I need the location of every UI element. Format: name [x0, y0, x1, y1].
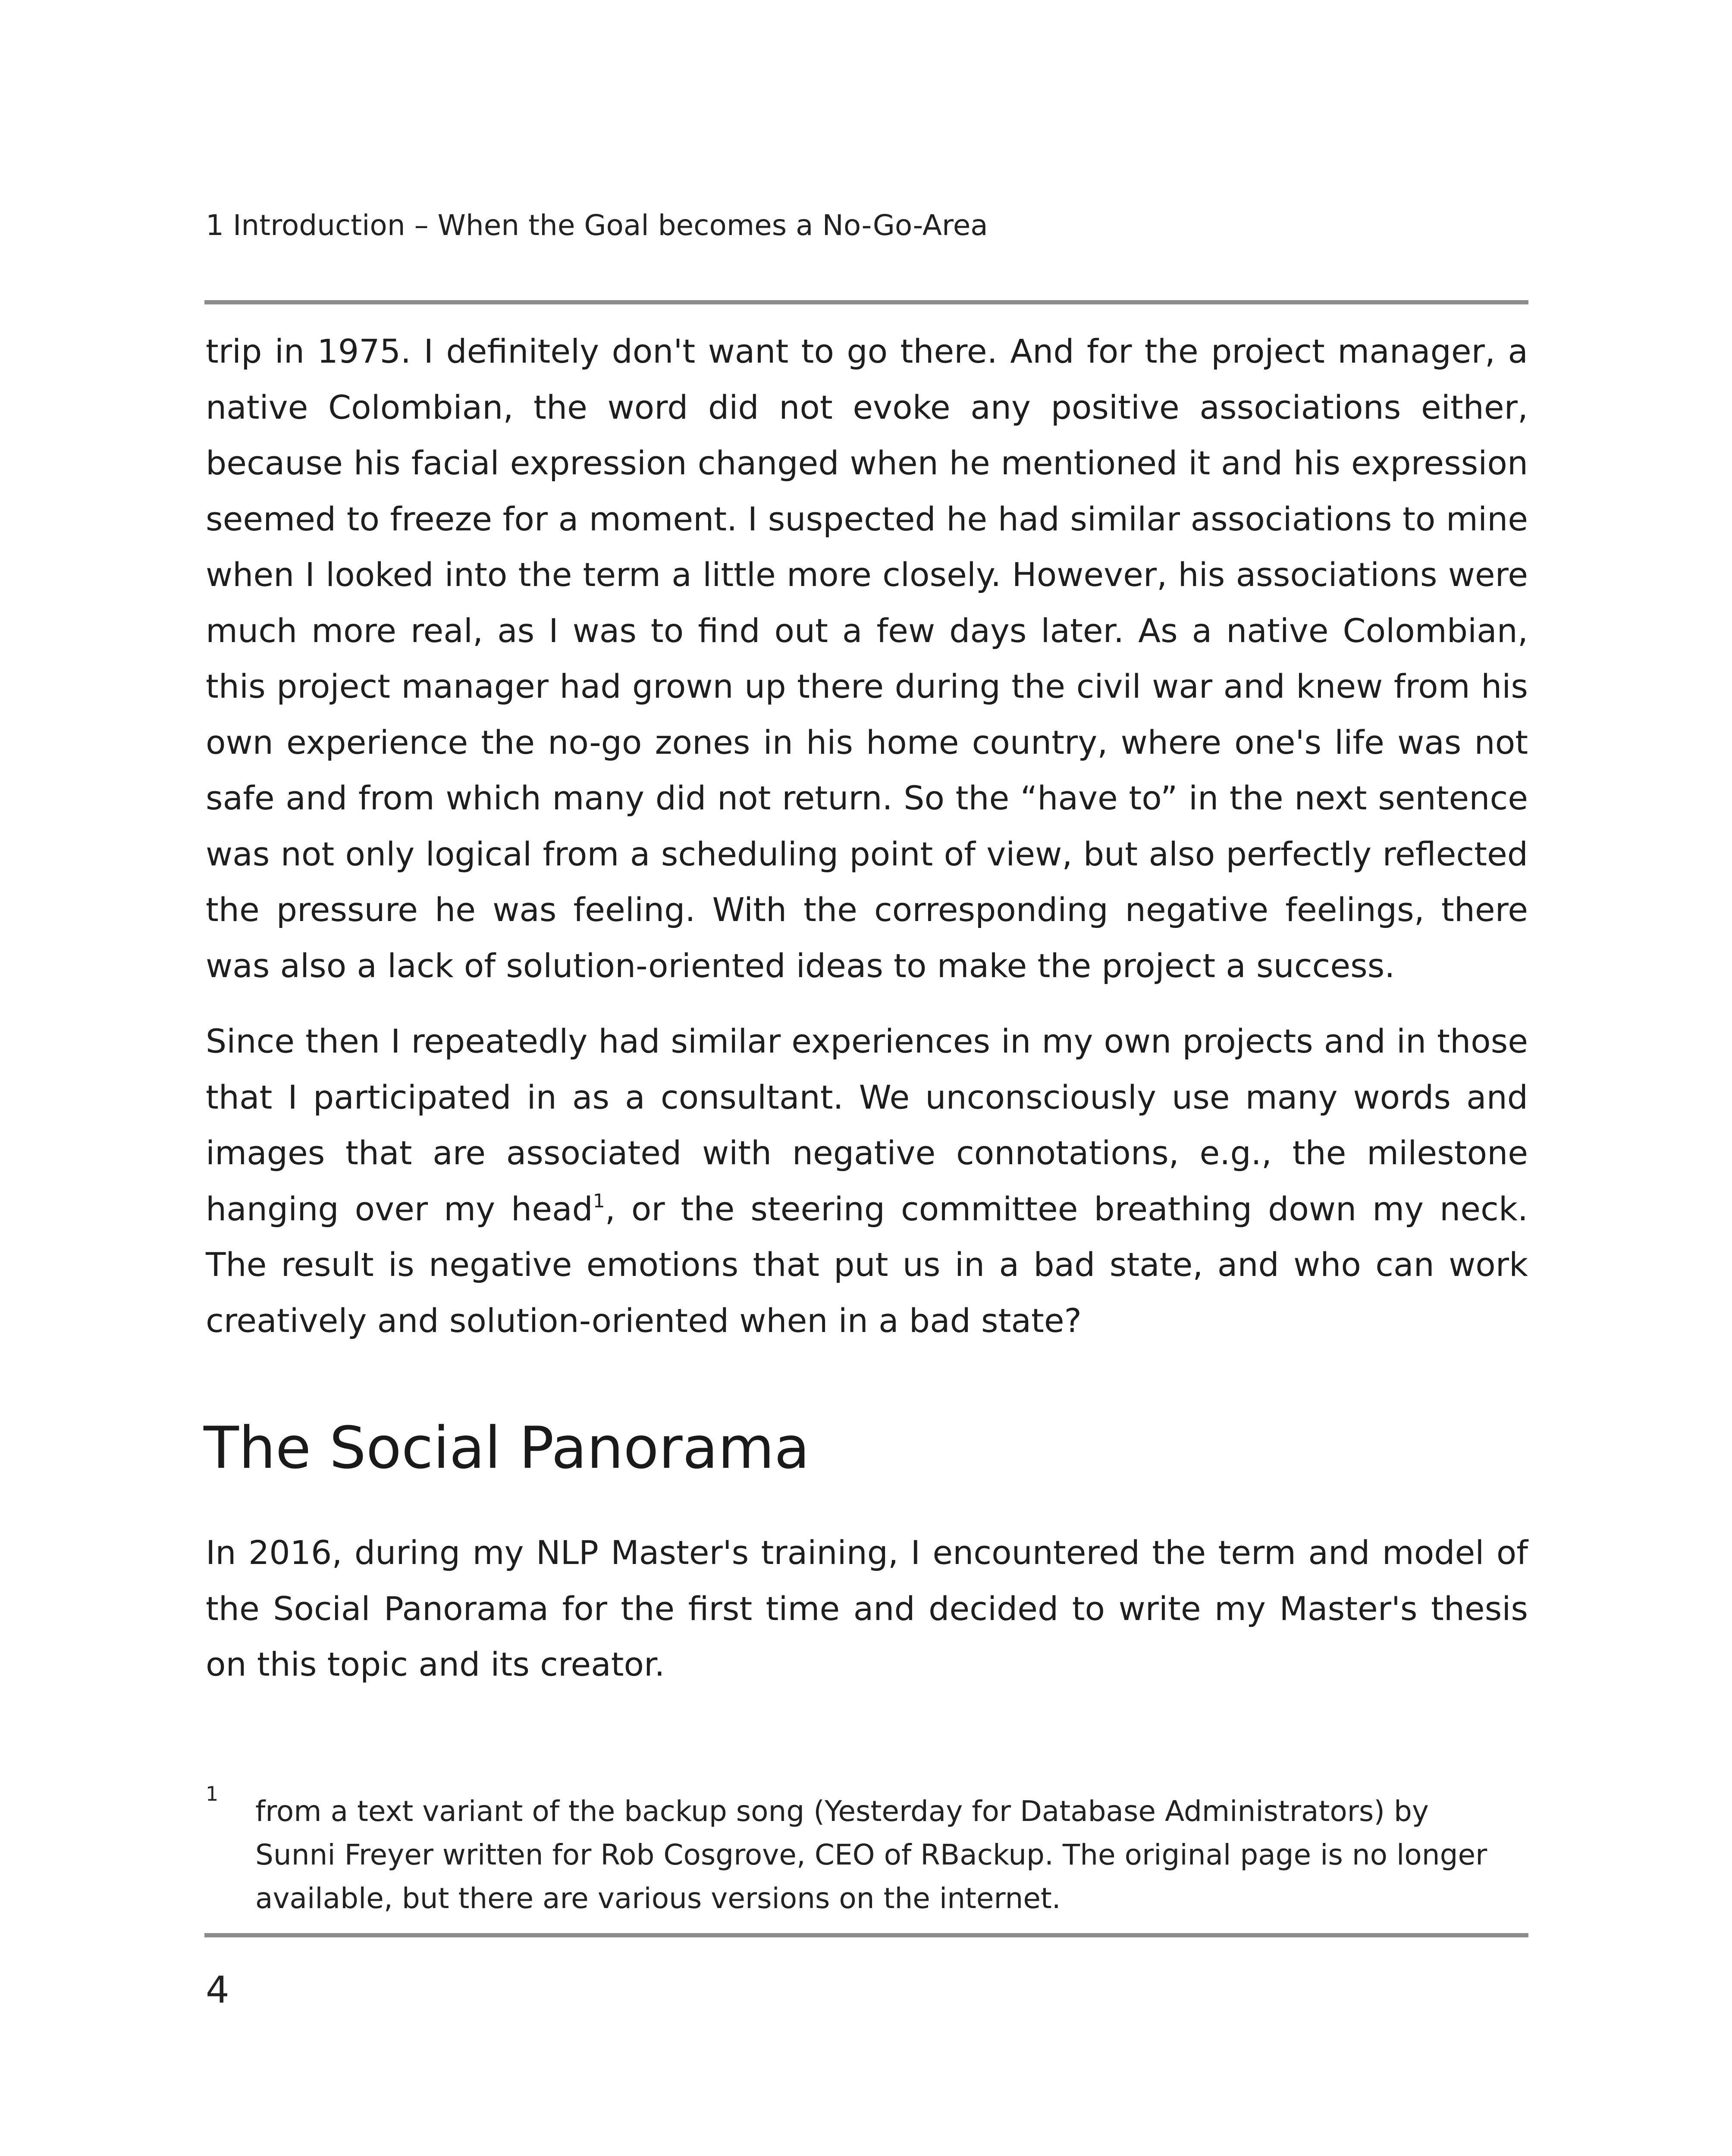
- paragraph-text: In 2016, during my NLP Master's training, I encountered the term and model of the Social Panorama for the first time and decided to write my Master's thesis on this topic and its creator.: [206, 1533, 1528, 1683]
- header-divider: [204, 300, 1528, 304]
- section-heading: The Social Panorama: [204, 1414, 810, 1482]
- footnote-mark: 1: [206, 1782, 219, 1805]
- paragraph-text: trip in 1975. I definitely don't want to go there. And for the project manager, a native Colombian, the word did not evoke any positive associations either, because his facial expression changed when he mentioned it and his expression seemed to freeze for a moment. I suspected he had similar associations to mine when I looked into the term a little more closely. However, his associations were much more real, as I was to find out a few days later. As a native Colombian, this project manager had grown up there during the civil war and knew from his own experience the no-go zones in his home country, where one's life was not safe and from which many did not return. So the “have to” in the next sentence was not only logical from a scheduling point of view, but also perfectly reflected the pressure he was feeling. With the corresponding negative feelings, there was also a lack of solution-oriented ideas to make the project a success.: [206, 332, 1528, 985]
- paragraph-continued: [206, 323, 1528, 993]
- paragraph-text: [206, 1013, 1528, 1348]
- paragraph-social-panorama: [206, 1525, 1528, 1692]
- footer-divider: [204, 1933, 1528, 1937]
- footnote-text: from a text variant of the backup song (Yesterday for Database Administrators) by Sunni Freyer written for Rob Cosgrove, CEO of RBackup. The original page is no longer available, but there are various versions on the internet.: [255, 1795, 1487, 1915]
- paragraph-text-part: , or the steering committee breathing down my neck. The result is negative emotions that put us in a bad state, and who can work creatively and solution-oriented when in a bad state?: [206, 1189, 1528, 1340]
- page-number: 4: [206, 1968, 229, 2012]
- paragraph-text-part: Since then I repeatedly had similar experiences in my own projects and in those that I participated in as a consultant. We unconsciously use many words and images that are associated with negative connotations, e.g., the milestone hanging over my head: [206, 1022, 1528, 1228]
- footnote-reference[interactable]: 1: [593, 1190, 605, 1212]
- running-header: 1 Introduction – When the Goal becomes a No-Go-Area: [206, 209, 988, 242]
- paragraph-experiences: [206, 1013, 1528, 1348]
